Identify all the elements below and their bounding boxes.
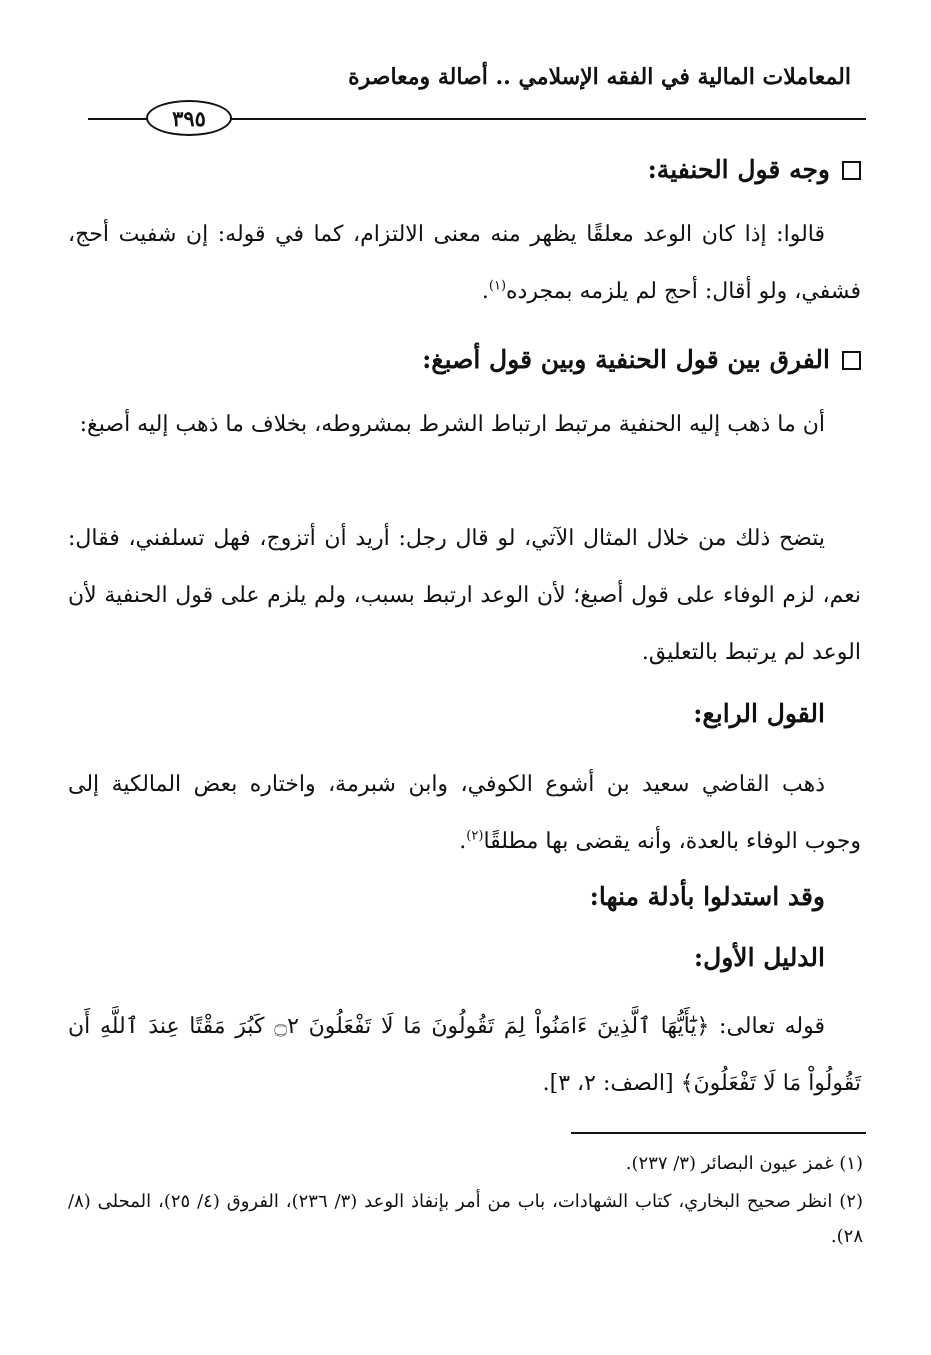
footnote-ref: (٢) (466, 828, 484, 844)
section-heading (68, 150, 861, 190)
heading-text: وجه قول الحنفية: (647, 155, 830, 184)
paragraph-example (68, 510, 861, 681)
heading-text: الفرق بين قول الحنفية وبين قول أصبغ: (422, 345, 830, 374)
section-heading: وقد استدلوا بأدلة منها: (589, 882, 825, 911)
paragraph: يتضح ذلك من خلال المثال الآتي، لو قال رجل: أريد أن أتزوج، فهل تسلفني، فقال: نعم، لزم الوفاء على قول أصبغ؛ لأن الوعد ارتبط بسبب، ولم يلزم على قول الحنفية لأن الوعد لم يرتبط بالتعليق. (68, 526, 861, 665)
footnotes (68, 1146, 863, 1257)
footnote: (٢) انظر صحيح البخاري، كتاب الشهادات، باب من أمر بإنفاذ الوعد (٣/ ٢٣٦)، الفروق (٤/ ٢٥)، المحلى (٨/ ٢٨). (68, 1191, 863, 1247)
section-heading (68, 340, 861, 380)
paragraph: قوله تعالى: ﴿يَٰٓأَيُّهَا ٱلَّذِينَ ءَامَنُواْ لِمَ تَقُولُونَ مَا لَا تَفْعَلُونَ ۝٢ كَبُرَ مَقْتًا عِندَ ٱللَّهِ أَن تَقُولُواْ مَا لَا تَفْعَلُونَ﴾ [الصف: ٢، ٣]. (68, 1014, 861, 1096)
section-evidence (68, 877, 861, 917)
checkbox-bullet-icon (842, 161, 861, 180)
paragraph: ذهب القاضي سعيد بن أشوع الكوفي، وابن شبرمة، واختاره بعض المالكية إلى وجوب الوفاء بالعدة، وأنه يقضى بها مطلقًا$^{(٢)}$. (68, 772, 861, 854)
footnote-rule (571, 1132, 866, 1134)
section-difference (68, 340, 861, 380)
section-heading: الدليل الأول: (693, 943, 825, 972)
checkbox-bullet-icon (842, 351, 861, 370)
section-first-evidence (68, 938, 861, 978)
footnote: (١) غمز عيون البصائر (٣/ ٢٣٧). (625, 1153, 863, 1174)
paragraph-text: قالوا: إذا كان الوعد معلقًا يظهر منه معنى الالتزام، كما في قوله: إن شفيت أحج، فشفي، ولو أقال: أحج لم يلزمه بمجرده (68, 222, 861, 304)
section-hanafi-reason (68, 150, 861, 190)
paragraph-hanafi-reason (68, 206, 861, 320)
paragraph: قالوا: إذا كان الوعد معلقًا يظهر منه معنى الالتزام، كما في قوله: إن شفيت أحج، فشفي، ولو أقال: أحج لم يلزمه بمجرده$^{(١)}$. (68, 222, 861, 304)
paragraph-text: ذهب القاضي سعيد بن أشوع الكوفي، وابن شبرمة، واختاره بعض المالكية إلى وجوب الوفاء بالعدة، وأنه يقضى بها مطلقًا (68, 772, 861, 854)
running-title: المعاملات المالية في الفقه الإسلامي .. أصالة ومعاصرة (348, 64, 851, 90)
footnote-ref: (١) (488, 278, 507, 294)
section-fourth-opinion (68, 694, 861, 734)
section-heading: القول الرابع: (693, 699, 825, 728)
paragraph: أن ما ذهب إليه الحنفية مرتبط ارتباط الشرط بمشروطه، بخلاف ما ذهب إليه أصبغ: (79, 412, 825, 437)
page-number: ٣٩٥ (146, 100, 232, 136)
paragraph-quran-verse (68, 998, 861, 1112)
paragraph-difference (68, 396, 861, 453)
paragraph-fourth-opinion (68, 756, 861, 870)
